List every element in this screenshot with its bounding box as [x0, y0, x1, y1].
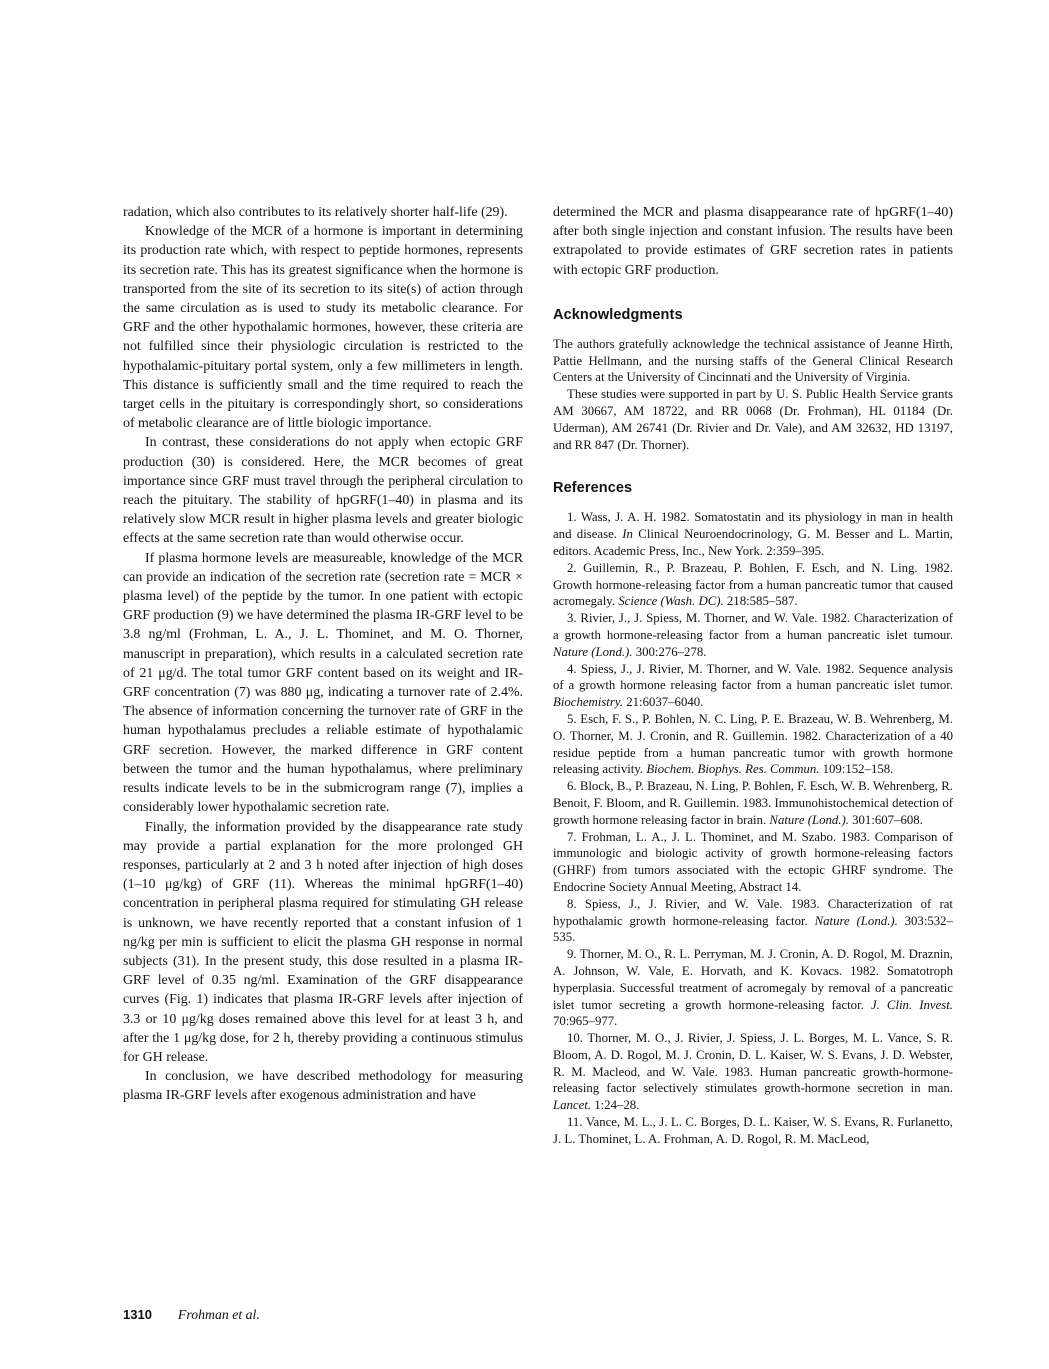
reference-list: [553, 509, 953, 1147]
reference-text: 301:607–608.: [848, 812, 923, 827]
body-paragraph: Finally, the information provided by the disappearance rate study may provide a partial explanation for the more prolonged GH responses, particularly at 2 and 3 h noted after injection of high doses (1–10 μg/kg) of GRF (11). Whereas the minimal hpGRF(1–40) concentration in peripheral plasma required for stimulating GH release is unknown, we have recently reported that a constant infusion of 1 ng/kg per min is sufficient to elicit the plasma GH response in normal subjects (31). In the present study, this dose resulted in a plasma IR-GRF level of 0.35 ng/ml. Examination of the GRF disappearance curves (Fig. 1) indicates that plasma IR-GRF levels after injection of 3.3 or 10 μg/kg doses remained above this level for at least 3 h, and after the 1 μg/kg dose, for 2 h, thereby providing a continuous stimulus for GH release.: [123, 819, 523, 1065]
reference-text: 5. Esch, F. S., P. Bohlen, N. C. Ling, P. E. Brazeau, W. B. Wehrenberg, M. O. Thorner, M. J. Cronin, and R. Guillemin. 1982. Characterization of a 40 residue peptide from a human pancreatic tumor with growth hormone releasing activity.: [553, 711, 953, 777]
reference-text: 1. Wass, J. A. H. 1982. Somatostatin and its physiology in man in health and disease.: [553, 510, 953, 542]
body-paragraph: In contrast, these considerations do not apply when ectopic GRF production (30) is considered. Here, the MCR becomes of great importance since GRF must travel through the peripheral circulation to reach the pituitary. The stability of hpGRF(1–40) in plasma and its relatively slow MCR result in higher plasma levels and greater biologic effects at the same secretion rate than would otherwise occur.: [123, 435, 523, 547]
continuation-paragraph: determined the MCR and plasma disappearance rate of hpGRF(1–40) after both single injection and constant infusion. The results have been extrapolated to provide estimates of GRF secretion rates in patients with ectopic GRF production.: [553, 205, 953, 278]
references-heading: References: [553, 480, 633, 497]
reference-text: Clinical Neuroendocrinology, G. M. Besser and L. Martin, editors. Academic Press, Inc., New York. 2:359–395.: [553, 527, 953, 558]
two-column-text-area: [123, 203, 953, 1148]
reference-text: 9. Thorner, M. O., R. L. Perryman, M. J. Cronin, A. D. Rogol, M. Draznin, A. Johnson, W. Vale, E. Horvath, and K. Kovacs. 1982. Somatotroph hyperplasia. Successful treatment of acromegaly by removal of a pancreatic islet tumor secreting a growth hormone-releasing factor.: [553, 947, 953, 1012]
reference-journal: Biochem. Biophys. Res. Commun.: [646, 762, 820, 777]
reference-text: 11. Vance, M. L., J. L. C. Borges, D. L. Kaiser, W. S. Evans, R. Furlanetto, J. L. Thominet, L. A. Frohman, A. D. Rogol, R. M. MacLeod,: [553, 1115, 953, 1146]
reference-item: [553, 778, 953, 828]
reference-item: [553, 509, 953, 559]
body-paragraph: In conclusion, we have described methodology for measuring plasma IR-GRF levels after exogenous administration and have: [123, 1069, 523, 1104]
body-paragraph: Knowledge of the MCR of a hormone is important in determining its production rate which, with respect to peptide hormones, represents its secretion rate. This has its greatest significance when the hormone is transported from the site of its secretion to its site(s) of action through the same circulation as is used to study its metabolic clearance. For GRF and the other hypothalamic hormones, however, these criteria are not fulfilled since their physiologic circulation is restricted to the hypothalamic-pituitary portal system, only a few millimeters in length. This distance is sufficiently small and the time required to reach the target cells in the pituitary is correspondingly short, so considerations of metabolic clearance are of little biologic importance.: [123, 224, 523, 432]
reference-item: [553, 896, 953, 946]
right-column: [553, 203, 953, 1148]
reference-text: 10. Thorner, M. O., J. Rivier, J. Spiess, J. L. Borges, M. L. Vance, S. R. Bloom, A. D. Rogol, M. J. Cronin, D. L. Kaiser, W. S. Evans, J. D. Webster, R. M. Macleod, and W. Vale. 1983. Human pancreatic growth-hormone-releasing factor selectively stimulates growth-hormone secretion in man.: [553, 1031, 953, 1096]
reference-text: 6. Block, B., P. Brazeau, N. Ling, P. Bohlen, F. Esch, W. B. Wehrenberg, R. Benoit, F. Bloom, and R. Guillemin. 1983. Immunohistochemical detection of growth hormone releasing factor in brain.: [553, 779, 953, 827]
reference-journal: Nature (Lond.).: [553, 644, 633, 659]
reference-text: 300:276–278.: [632, 644, 707, 659]
reference-text: 303:532–535.: [553, 913, 953, 945]
acknowledgments-paragraph: These studies were supported in part by U. S. Public Health Service grants AM 30667, AM 18722, and RR 0068 (Dr. Frohman), HL 01184 (Dr. Uderman), AM 26741 (Dr. Rivier and Dr. Vale), and AM 32632, HD 13197, and RR 847 (Dr. Thorner).: [553, 387, 953, 452]
body-paragraph: If plasma hormone levels are measureable, knowledge of the MCR can provide an indication of the secretion rate (secretion rate = MCR × plasma level) of the peptide by the tumor. In one patient with ectopic GRF production (9) we have determined the plasma IR-GRF level to be 3.8 ng/ml (Frohman, L. A., J. L. Thominet, and M. O. Thorner, manuscript in preparation), which results in a calculated secretion rate of 21 μg/d. The total tumor GRF content based on its weight and IR-GRF concentration (7) was 880 μg, indicating a turnover rate of 2.4%. The absence of information concerning the turnover rate of GRF in the human hypothalamus precludes a reliable estimate of hypothalamic GRF secretion. However, the marked difference in GRF content between the tumor and the human hypothalamus, where preliminary results indicate levels to be in the submicrogram range (7), implies a considerably lower hypothalamic secretion rate.: [123, 550, 523, 816]
reference-item: [553, 560, 953, 610]
reference-journal: Biochemistry.: [553, 695, 624, 710]
page-footer: [123, 1306, 260, 1324]
left-column: [123, 203, 523, 1148]
reference-text: 4. Spiess, J., J. Rivier, M. Thorner, and W. Vale. 1982. Sequence analysis of a growth hormone releasing factor from a human pancreatic islet tumor.: [553, 661, 953, 693]
reference-item: [553, 610, 953, 660]
reference-text: 21:6037–6040.: [623, 695, 704, 710]
reference-item: [553, 661, 953, 711]
running-title: Frohman et al.: [177, 1307, 260, 1322]
reference-journal: Nature (Lond.).: [769, 812, 849, 827]
acknowledgments-body: [553, 336, 953, 454]
reference-journal: Lancet.: [553, 1098, 592, 1113]
reference-text: 1:24–28.: [591, 1098, 640, 1113]
reference-text: 70:965–977.: [553, 1014, 618, 1029]
reference-journal: Science (Wash. DC).: [618, 594, 724, 609]
reference-text: 2. Guillemin, R., P. Brazeau, P. Bohlen, F. Esch, and N. Ling. 1982. Growth hormone-releasing factor from a human pancreatic tumor that caused acromegaly.: [553, 560, 953, 609]
reference-text: 3. Rivier, J., J. Spiess, M. Thorner, and W. Vale. 1982. Characterization of a growth hormone-releasing factor from a human pancreatic islet tumour.: [553, 611, 953, 642]
body-paragraph: radation, which also contributes to its relatively shorter half-life (29).: [123, 205, 508, 220]
acknowledgments-paragraph: The authors gratefully acknowledge the technical assistance of Jeanne Hirth, Pattie Hellmann, and the nursing staffs of the General Clinical Research Centers at the University of Cincinnati and the University of Virginia.: [553, 336, 953, 385]
reference-journal: J. Clin. Invest.: [870, 997, 953, 1012]
reference-item: [553, 1114, 953, 1148]
acknowledgments-heading: Acknowledgments: [553, 306, 683, 323]
reference-journal: In: [622, 527, 633, 542]
reference-text: 8. Spiess, J., J. Rivier, and W. Vale. 1983. Characterization of rat hypothalamic growth hormone-releasing factor.: [553, 896, 953, 928]
reference-item: [553, 1030, 953, 1114]
reference-journal: Nature (Lond.).: [814, 913, 898, 928]
reference-item: [553, 946, 953, 1030]
reference-text: 7. Frohman, L. A., J. L. Thominet, and M. Szabo. 1983. Comparison of immunologic and biologic activity of growth hormone-releasing factors (GHRF) from tumors associated with the ectopic GHRF syndrome. The Endocrine Society Annual Meeting, Abstract 14.: [553, 829, 953, 894]
reference-text: 109:152–158.: [819, 762, 894, 777]
reference-text: 218:585–587.: [723, 594, 798, 609]
reference-item: [553, 829, 953, 896]
page-number: 1310: [123, 1307, 152, 1322]
reference-item: [553, 711, 953, 778]
